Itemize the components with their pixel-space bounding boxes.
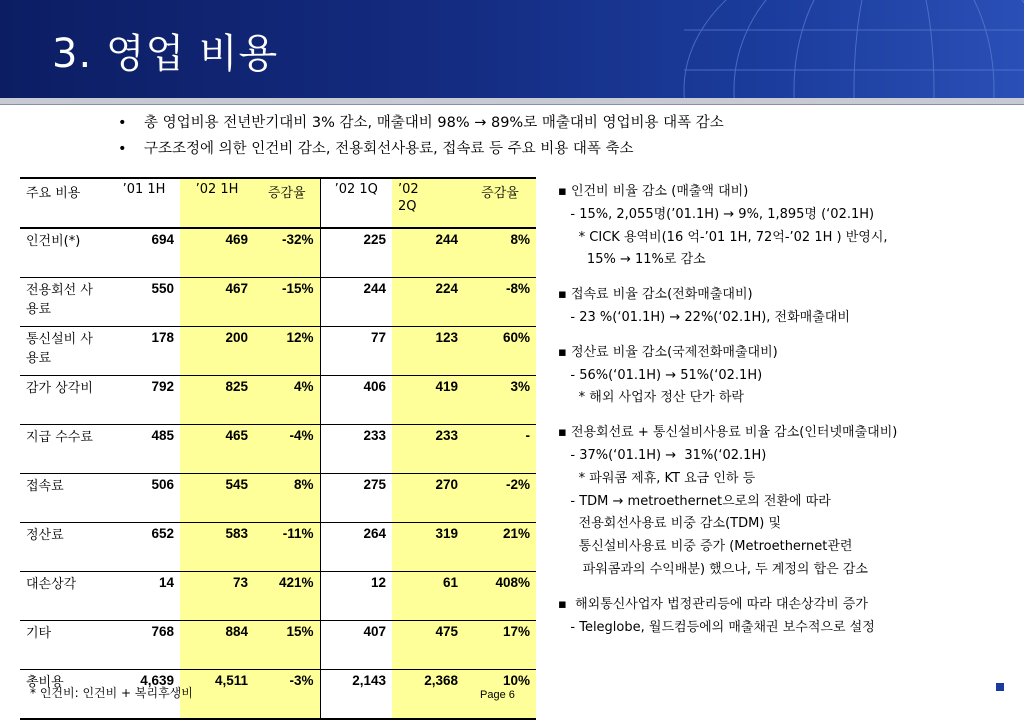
value-cell: 406 <box>320 376 392 425</box>
bullet-item <box>118 136 724 162</box>
bullet-dot: • <box>118 115 127 131</box>
note-line: - TDM → metroethernet으로의 전환에 따라 <box>558 493 831 509</box>
value-cell: 884 <box>180 621 254 670</box>
row-label: 전용회선 사용료 <box>20 278 108 327</box>
cost-table <box>20 177 536 720</box>
value-cell: 15% <box>254 621 320 670</box>
value-cell: 792 <box>108 376 180 425</box>
summary-bullets <box>118 110 724 162</box>
globe-graphic <box>664 0 1024 98</box>
value-cell: 694 <box>108 228 180 278</box>
value-cell: -3% <box>254 670 320 720</box>
value-cell: 465 <box>180 425 254 474</box>
value-cell: 77 <box>320 327 392 376</box>
value-cell: 3% <box>464 376 536 425</box>
value-cell: 233 <box>392 425 464 474</box>
row-label: 통신설비 사용료 <box>20 327 108 376</box>
page-title: 3. 영업 비용 <box>52 31 279 77</box>
value-cell: 469 <box>180 228 254 278</box>
value-cell: 768 <box>108 621 180 670</box>
note-line: ▪ 접속료 비율 감소(전화매출대비) <box>558 287 753 303</box>
bullet-text: 구조조정에 의한 인건비 감소, 전용회선사용료, 접속료 등 주요 비용 대폭 축소 <box>144 141 634 157</box>
value-cell: 225 <box>320 228 392 278</box>
table-row <box>20 425 536 474</box>
row-label: 감가 상각비 <box>20 376 108 425</box>
row-label: 인건비(*) <box>20 228 108 278</box>
value-cell: -8% <box>464 278 536 327</box>
note-line: ▪ 인건비 비율 감소 (매출액 대비) <box>558 184 749 199</box>
value-cell: 2,368 <box>392 670 464 720</box>
corner-mark <box>996 683 1004 691</box>
note-spacer <box>558 410 897 422</box>
note-line: * 해외 사업자 정산 단가 하락 <box>558 390 744 406</box>
value-cell: 264 <box>320 523 392 572</box>
value-cell: 8% <box>254 474 320 523</box>
row-label: 접속료 <box>20 474 108 523</box>
value-cell: 825 <box>180 376 254 425</box>
value-cell: 10% <box>464 670 536 720</box>
value-cell: 17% <box>464 621 536 670</box>
note-line: * CICK 용역비(16 억-’01 1H, 72억-’02 1H ) 반영시, <box>558 229 888 245</box>
note-line: 전용회선사용료 비중 감소(TDM) 및 <box>558 516 782 532</box>
value-cell: 4,639 <box>108 670 180 720</box>
header-cell: 증감율 <box>464 178 536 228</box>
value-cell: 123 <box>392 327 464 376</box>
note-line: 15% → 11%로 감소 <box>558 252 706 268</box>
note-line: ▪ 해외통신사업자 법정관리등에 따라 대손상각비 증가 <box>558 596 868 612</box>
table-row <box>20 278 536 327</box>
row-label: 대손상각 <box>20 572 108 621</box>
value-cell: -4% <box>254 425 320 474</box>
value-cell: 73 <box>180 572 254 621</box>
note-line: - 37%(‘01.1H) → 31%(‘02.1H) <box>558 447 767 463</box>
value-cell: 200 <box>180 327 254 376</box>
value-cell: 178 <box>108 327 180 376</box>
row-label: 총비용 <box>20 670 108 720</box>
value-cell: -2% <box>464 474 536 523</box>
note-line: - 23 %(‘01.1H) → 22%(‘02.1H), 전화매출대비 <box>558 309 850 325</box>
value-cell: 224 <box>392 278 464 327</box>
value-cell: 652 <box>108 523 180 572</box>
value-cell: 545 <box>180 474 254 523</box>
page-number: Page 6 <box>480 689 515 701</box>
header-cell: 주요 비용 <box>20 178 108 228</box>
row-label: 기타 <box>20 621 108 670</box>
row-label: 지급 수수료 <box>20 425 108 474</box>
notes-panel <box>558 181 897 639</box>
bullet-item <box>118 110 724 136</box>
value-cell: -32% <box>254 228 320 278</box>
table-row <box>20 621 536 670</box>
note-line: * 파워콤 제휴, KT 요금 인하 등 <box>558 470 756 486</box>
value-cell: -15% <box>254 278 320 327</box>
footnote: * 인건비: 인건비 + 복리후생비 <box>30 686 193 700</box>
header-cell: ’02 2Q <box>392 178 464 228</box>
value-cell: 407 <box>320 621 392 670</box>
value-cell: 21% <box>464 523 536 572</box>
table-row <box>20 523 536 572</box>
bullet-dot: • <box>118 141 127 157</box>
value-cell: 60% <box>464 327 536 376</box>
value-cell: - <box>464 425 536 474</box>
note-line: - 15%, 2,055명(’01.1H) → 9%, 1,895명 (‘02.1H) <box>558 206 875 222</box>
value-cell: 4% <box>254 376 320 425</box>
value-cell: 4,511 <box>180 670 254 720</box>
value-cell: 583 <box>180 523 254 572</box>
bullet-text: 총 영업비용 전년반기대비 3% 감소, 매출대비 98% → 89%로 매출대비 영업비용 대폭 감소 <box>144 115 724 131</box>
title-banner <box>0 0 1024 98</box>
header-divider-line <box>0 104 1024 105</box>
value-cell: 485 <box>108 425 180 474</box>
value-cell: 421% <box>254 572 320 621</box>
header-cell: ’02 1H <box>180 178 254 228</box>
table-row <box>20 376 536 425</box>
value-cell: 475 <box>392 621 464 670</box>
header-cell: 증감율 <box>254 178 320 228</box>
value-cell: 244 <box>320 278 392 327</box>
value-cell: 408% <box>464 572 536 621</box>
value-cell: 12 <box>320 572 392 621</box>
note-line: ▪ 정산료 비율 감소(국제전화매출대비) <box>558 344 778 360</box>
note-spacer <box>558 330 897 342</box>
value-cell: 506 <box>108 474 180 523</box>
value-cell: 319 <box>392 523 464 572</box>
note-spacer <box>558 582 897 594</box>
header-cell: ’01 1H <box>108 178 180 228</box>
value-cell: 419 <box>392 376 464 425</box>
table-row <box>20 572 536 621</box>
value-cell: 61 <box>392 572 464 621</box>
value-cell: 8% <box>464 228 536 278</box>
note-line: - 56%(‘01.1H) → 51%(‘02.1H) <box>558 367 763 383</box>
value-cell: 233 <box>320 425 392 474</box>
table-row <box>20 228 536 278</box>
table-row <box>20 474 536 523</box>
row-label: 정산료 <box>20 523 108 572</box>
value-cell: 244 <box>392 228 464 278</box>
value-cell: 275 <box>320 474 392 523</box>
note-line: 파워콤과의 수익배분) 했으나, 두 계정의 합은 감소 <box>558 561 868 577</box>
note-spacer <box>558 272 897 284</box>
value-cell: 467 <box>180 278 254 327</box>
value-cell: 550 <box>108 278 180 327</box>
table-row <box>20 327 536 376</box>
note-line: 통신설비사용료 비중 증가 (Metroethernet관련 <box>558 539 853 555</box>
value-cell: 270 <box>392 474 464 523</box>
value-cell: 14 <box>108 572 180 621</box>
value-cell: 2,143 <box>320 670 392 720</box>
value-cell: 12% <box>254 327 320 376</box>
table-header-row <box>20 178 536 228</box>
value-cell: -11% <box>254 523 320 572</box>
header-cell: ’02 1Q <box>320 178 392 228</box>
note-line: - Teleglobe, 월드컴등에의 매출채권 보수적으로 설정 <box>558 619 875 635</box>
note-line: ▪ 전용회선료 + 통신설비사용료 비율 감소(인터넷매출대비) <box>558 425 898 441</box>
